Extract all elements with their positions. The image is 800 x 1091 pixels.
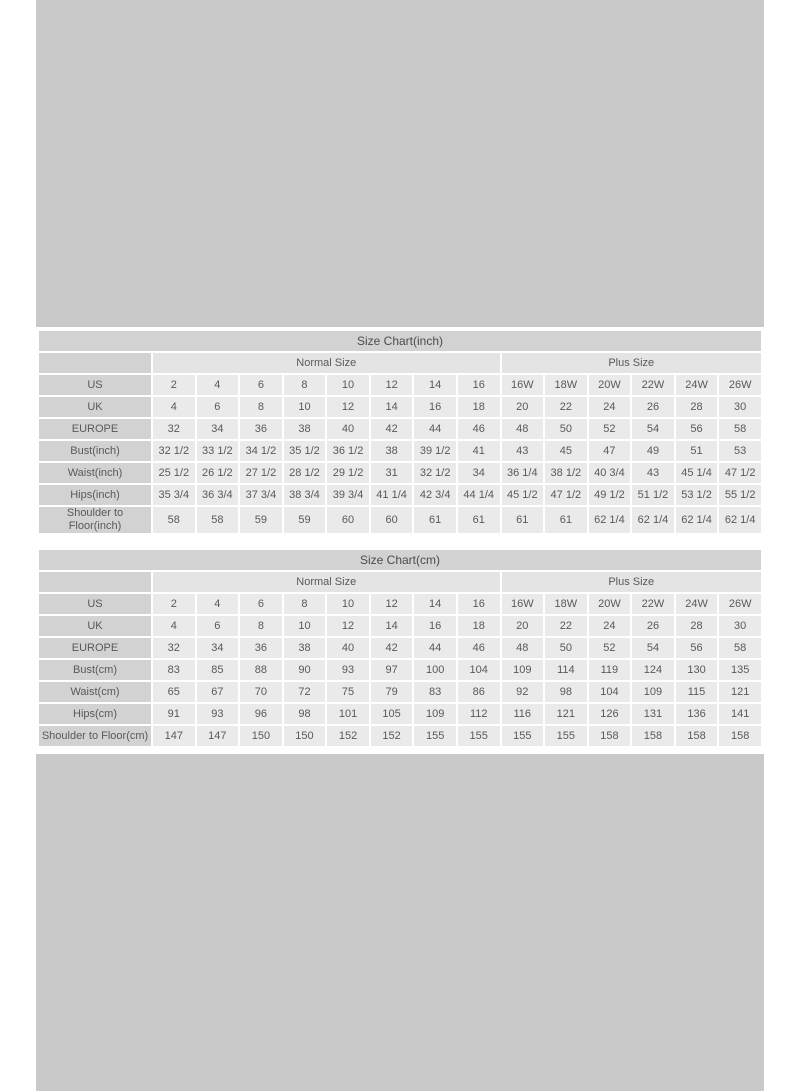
- size-value-cell: 104: [589, 682, 631, 702]
- size-value-cell: 26W: [719, 375, 761, 395]
- size-value-cell: 72: [284, 682, 326, 702]
- row-label: UK: [39, 616, 151, 636]
- size-value-cell: 24: [589, 397, 631, 417]
- size-value-cell: 36: [240, 419, 282, 439]
- size-value-cell: 121: [545, 704, 587, 724]
- size-value-cell: 62 1/4: [589, 507, 631, 533]
- size-value-cell: 10: [327, 594, 369, 614]
- size-value-cell: 61: [414, 507, 456, 533]
- size-value-cell: 45 1/4: [676, 463, 718, 483]
- size-value-cell: 75: [327, 682, 369, 702]
- size-value-cell: 158: [719, 726, 761, 746]
- size-value-cell: 38: [284, 419, 326, 439]
- size-value-cell: 38 1/2: [545, 463, 587, 483]
- size-value-cell: 20W: [589, 594, 631, 614]
- size-value-cell: 119: [589, 660, 631, 680]
- size-value-cell: 52: [589, 419, 631, 439]
- size-value-cell: 53 1/2: [676, 485, 718, 505]
- size-value-cell: 38: [284, 638, 326, 658]
- size-value-cell: 8: [240, 616, 282, 636]
- size-value-cell: 50: [545, 419, 587, 439]
- size-value-cell: 45: [545, 441, 587, 461]
- size-value-cell: 39 3/4: [327, 485, 369, 505]
- size-value-cell: 30: [719, 397, 761, 417]
- size-value-cell: 114: [545, 660, 587, 680]
- row-label: US: [39, 375, 151, 395]
- size-value-cell: 8: [284, 375, 326, 395]
- size-value-cell: 22: [545, 616, 587, 636]
- size-value-cell: 16: [414, 616, 456, 636]
- size-value-cell: 14: [414, 375, 456, 395]
- table-row: [39, 704, 761, 724]
- size-value-cell: 26: [632, 397, 674, 417]
- size-value-cell: 136: [676, 704, 718, 724]
- size-chart-panel: [36, 327, 764, 754]
- table-row: [39, 682, 761, 702]
- table-row: [39, 441, 761, 461]
- size-value-cell: 37 3/4: [240, 485, 282, 505]
- size-value-cell: 34 1/2: [240, 441, 282, 461]
- size-value-cell: 54: [632, 638, 674, 658]
- table-row: [39, 638, 761, 658]
- size-value-cell: 38: [371, 441, 413, 461]
- size-value-cell: 56: [676, 638, 718, 658]
- table-row: [39, 485, 761, 505]
- size-value-cell: 28 1/2: [284, 463, 326, 483]
- size-value-cell: 62 1/4: [632, 507, 674, 533]
- size-value-cell: 90: [284, 660, 326, 680]
- table-title-row: [39, 550, 761, 570]
- size-value-cell: 34: [197, 638, 239, 658]
- row-label: EUROPE: [39, 638, 151, 658]
- size-value-cell: 155: [545, 726, 587, 746]
- size-value-cell: 46: [458, 419, 500, 439]
- size-value-cell: 33 1/2: [197, 441, 239, 461]
- size-value-cell: 4: [197, 594, 239, 614]
- size-value-cell: 56: [676, 419, 718, 439]
- size-value-cell: 45 1/2: [502, 485, 544, 505]
- size-value-cell: 38 3/4: [284, 485, 326, 505]
- size-value-cell: 79: [371, 682, 413, 702]
- table-row: [39, 616, 761, 636]
- size-value-cell: 49 1/2: [589, 485, 631, 505]
- size-value-cell: 32: [153, 638, 195, 658]
- size-value-cell: 47: [589, 441, 631, 461]
- size-value-cell: 88: [240, 660, 282, 680]
- size-value-cell: 86: [458, 682, 500, 702]
- size-value-cell: 50: [545, 638, 587, 658]
- size-value-cell: 42 3/4: [414, 485, 456, 505]
- size-value-cell: 150: [240, 726, 282, 746]
- size-value-cell: 35 1/2: [284, 441, 326, 461]
- size-value-cell: 65: [153, 682, 195, 702]
- group-header-normal-size: Normal Size: [153, 353, 500, 373]
- size-value-cell: 27 1/2: [240, 463, 282, 483]
- size-value-cell: 20W: [589, 375, 631, 395]
- size-value-cell: 18W: [545, 594, 587, 614]
- size-value-cell: 96: [240, 704, 282, 724]
- group-header-normal-size: Normal Size: [153, 572, 500, 592]
- size-value-cell: 158: [632, 726, 674, 746]
- size-value-cell: 60: [371, 507, 413, 533]
- size-value-cell: 14: [371, 397, 413, 417]
- size-value-cell: 109: [502, 660, 544, 680]
- size-value-cell: 53: [719, 441, 761, 461]
- size-value-cell: 6: [197, 616, 239, 636]
- group-header-row: [39, 353, 761, 373]
- size-value-cell: 48: [502, 419, 544, 439]
- size-value-cell: 41 1/4: [371, 485, 413, 505]
- size-value-cell: 4: [153, 397, 195, 417]
- size-value-cell: 22W: [632, 594, 674, 614]
- size-value-cell: 10: [284, 397, 326, 417]
- corner-cell: [39, 572, 151, 592]
- size-value-cell: 115: [676, 682, 718, 702]
- row-label: Hips(inch): [39, 485, 151, 505]
- size-value-cell: 152: [371, 726, 413, 746]
- size-value-cell: 62 1/4: [676, 507, 718, 533]
- size-value-cell: 24W: [676, 375, 718, 395]
- size-value-cell: 36 1/2: [327, 441, 369, 461]
- row-label: Shoulder to Floor(inch): [39, 507, 151, 533]
- size-value-cell: 42: [371, 638, 413, 658]
- size-value-cell: 105: [371, 704, 413, 724]
- row-label: Waist(cm): [39, 682, 151, 702]
- size-value-cell: 98: [284, 704, 326, 724]
- size-value-cell: 44: [414, 419, 456, 439]
- size-value-cell: 22: [545, 397, 587, 417]
- size-value-cell: 10: [284, 616, 326, 636]
- size-value-cell: 147: [153, 726, 195, 746]
- size-chart-cm-table: [37, 548, 763, 748]
- size-value-cell: 130: [676, 660, 718, 680]
- size-value-cell: 26W: [719, 594, 761, 614]
- size-value-cell: 93: [197, 704, 239, 724]
- size-value-cell: 61: [502, 507, 544, 533]
- size-value-cell: 58: [153, 507, 195, 533]
- size-value-cell: 61: [545, 507, 587, 533]
- size-value-cell: 46: [458, 638, 500, 658]
- size-value-cell: 41: [458, 441, 500, 461]
- size-value-cell: 155: [502, 726, 544, 746]
- size-value-cell: 25 1/2: [153, 463, 195, 483]
- size-value-cell: 43: [632, 463, 674, 483]
- size-value-cell: 12: [327, 616, 369, 636]
- size-value-cell: 2: [153, 594, 195, 614]
- group-header-plus-size: Plus Size: [502, 572, 762, 592]
- size-value-cell: 158: [676, 726, 718, 746]
- size-value-cell: 10: [327, 375, 369, 395]
- size-value-cell: 112: [458, 704, 500, 724]
- size-value-cell: 83: [414, 682, 456, 702]
- size-value-cell: 18: [458, 397, 500, 417]
- size-value-cell: 109: [414, 704, 456, 724]
- size-value-cell: 55 1/2: [719, 485, 761, 505]
- size-value-cell: 31: [371, 463, 413, 483]
- size-value-cell: 150: [284, 726, 326, 746]
- size-value-cell: 29 1/2: [327, 463, 369, 483]
- size-value-cell: 116: [502, 704, 544, 724]
- size-value-cell: 121: [719, 682, 761, 702]
- size-value-cell: 16: [458, 375, 500, 395]
- size-value-cell: 24: [589, 616, 631, 636]
- size-value-cell: 18: [458, 616, 500, 636]
- size-value-cell: 104: [458, 660, 500, 680]
- size-value-cell: 51 1/2: [632, 485, 674, 505]
- size-value-cell: 32: [153, 419, 195, 439]
- size-value-cell: 6: [240, 594, 282, 614]
- size-value-cell: 34: [197, 419, 239, 439]
- size-value-cell: 16: [414, 397, 456, 417]
- size-value-cell: 124: [632, 660, 674, 680]
- size-value-cell: 47 1/2: [545, 485, 587, 505]
- group-header-plus-size: Plus Size: [502, 353, 762, 373]
- size-value-cell: 83: [153, 660, 195, 680]
- table-row: [39, 594, 761, 614]
- size-value-cell: 52: [589, 638, 631, 658]
- table-title-row: [39, 331, 761, 351]
- size-value-cell: 131: [632, 704, 674, 724]
- size-value-cell: 58: [719, 419, 761, 439]
- table-row: [39, 726, 761, 746]
- size-value-cell: 51: [676, 441, 718, 461]
- table-row: [39, 419, 761, 439]
- size-value-cell: 93: [327, 660, 369, 680]
- table-row: [39, 507, 761, 533]
- size-value-cell: 2: [153, 375, 195, 395]
- size-value-cell: 8: [284, 594, 326, 614]
- size-value-cell: 8: [240, 397, 282, 417]
- size-value-cell: 40: [327, 419, 369, 439]
- size-value-cell: 109: [632, 682, 674, 702]
- size-value-cell: 14: [414, 594, 456, 614]
- size-value-cell: 97: [371, 660, 413, 680]
- size-value-cell: 40 3/4: [589, 463, 631, 483]
- size-value-cell: 49: [632, 441, 674, 461]
- size-value-cell: 12: [371, 375, 413, 395]
- size-value-cell: 43: [502, 441, 544, 461]
- size-value-cell: 32 1/2: [153, 441, 195, 461]
- size-value-cell: 155: [414, 726, 456, 746]
- size-value-cell: 152: [327, 726, 369, 746]
- group-header-row: [39, 572, 761, 592]
- size-chart-inch-table: [37, 329, 763, 535]
- size-value-cell: 60: [327, 507, 369, 533]
- row-label: Bust(cm): [39, 660, 151, 680]
- size-value-cell: 26 1/2: [197, 463, 239, 483]
- row-label: Waist(inch): [39, 463, 151, 483]
- size-value-cell: 18W: [545, 375, 587, 395]
- row-label: UK: [39, 397, 151, 417]
- row-label: EUROPE: [39, 419, 151, 439]
- size-value-cell: 47 1/2: [719, 463, 761, 483]
- size-value-cell: 28: [676, 616, 718, 636]
- size-value-cell: 92: [502, 682, 544, 702]
- row-label: Hips(cm): [39, 704, 151, 724]
- size-value-cell: 20: [502, 616, 544, 636]
- size-value-cell: 67: [197, 682, 239, 702]
- size-value-cell: 36 3/4: [197, 485, 239, 505]
- corner-cell: [39, 353, 151, 373]
- size-value-cell: 100: [414, 660, 456, 680]
- size-value-cell: 91: [153, 704, 195, 724]
- size-value-cell: 22W: [632, 375, 674, 395]
- size-value-cell: 58: [719, 638, 761, 658]
- size-value-cell: 126: [589, 704, 631, 724]
- size-value-cell: 58: [197, 507, 239, 533]
- size-value-cell: 135: [719, 660, 761, 680]
- size-value-cell: 16W: [502, 594, 544, 614]
- row-label: Bust(inch): [39, 441, 151, 461]
- size-value-cell: 6: [240, 375, 282, 395]
- size-value-cell: 6: [197, 397, 239, 417]
- size-value-cell: 26: [632, 616, 674, 636]
- size-value-cell: 14: [371, 616, 413, 636]
- table-row: [39, 660, 761, 680]
- size-value-cell: 147: [197, 726, 239, 746]
- size-value-cell: 30: [719, 616, 761, 636]
- size-value-cell: 141: [719, 704, 761, 724]
- size-value-cell: 12: [327, 397, 369, 417]
- size-value-cell: 85: [197, 660, 239, 680]
- size-value-cell: 61: [458, 507, 500, 533]
- table-title: Size Chart(cm): [39, 550, 761, 570]
- table-row: [39, 375, 761, 395]
- size-value-cell: 158: [589, 726, 631, 746]
- product-image-background: [36, 0, 764, 1091]
- size-value-cell: 42: [371, 419, 413, 439]
- size-value-cell: 24W: [676, 594, 718, 614]
- size-value-cell: 36 1/4: [502, 463, 544, 483]
- size-value-cell: 34: [458, 463, 500, 483]
- size-value-cell: 16W: [502, 375, 544, 395]
- size-value-cell: 16: [458, 594, 500, 614]
- size-value-cell: 70: [240, 682, 282, 702]
- size-value-cell: 12: [371, 594, 413, 614]
- size-value-cell: 4: [197, 375, 239, 395]
- table-row: [39, 397, 761, 417]
- row-label: Shoulder to Floor(cm): [39, 726, 151, 746]
- size-value-cell: 40: [327, 638, 369, 658]
- size-value-cell: 59: [284, 507, 326, 533]
- size-value-cell: 62 1/4: [719, 507, 761, 533]
- size-value-cell: 36: [240, 638, 282, 658]
- table-title: Size Chart(inch): [39, 331, 761, 351]
- size-value-cell: 20: [502, 397, 544, 417]
- size-value-cell: 28: [676, 397, 718, 417]
- size-value-cell: 155: [458, 726, 500, 746]
- size-value-cell: 54: [632, 419, 674, 439]
- size-value-cell: 39 1/2: [414, 441, 456, 461]
- row-label: US: [39, 594, 151, 614]
- size-value-cell: 32 1/2: [414, 463, 456, 483]
- size-value-cell: 35 3/4: [153, 485, 195, 505]
- size-value-cell: 101: [327, 704, 369, 724]
- table-row: [39, 463, 761, 483]
- size-value-cell: 44: [414, 638, 456, 658]
- size-value-cell: 48: [502, 638, 544, 658]
- size-value-cell: 4: [153, 616, 195, 636]
- size-value-cell: 44 1/4: [458, 485, 500, 505]
- size-value-cell: 59: [240, 507, 282, 533]
- size-value-cell: 98: [545, 682, 587, 702]
